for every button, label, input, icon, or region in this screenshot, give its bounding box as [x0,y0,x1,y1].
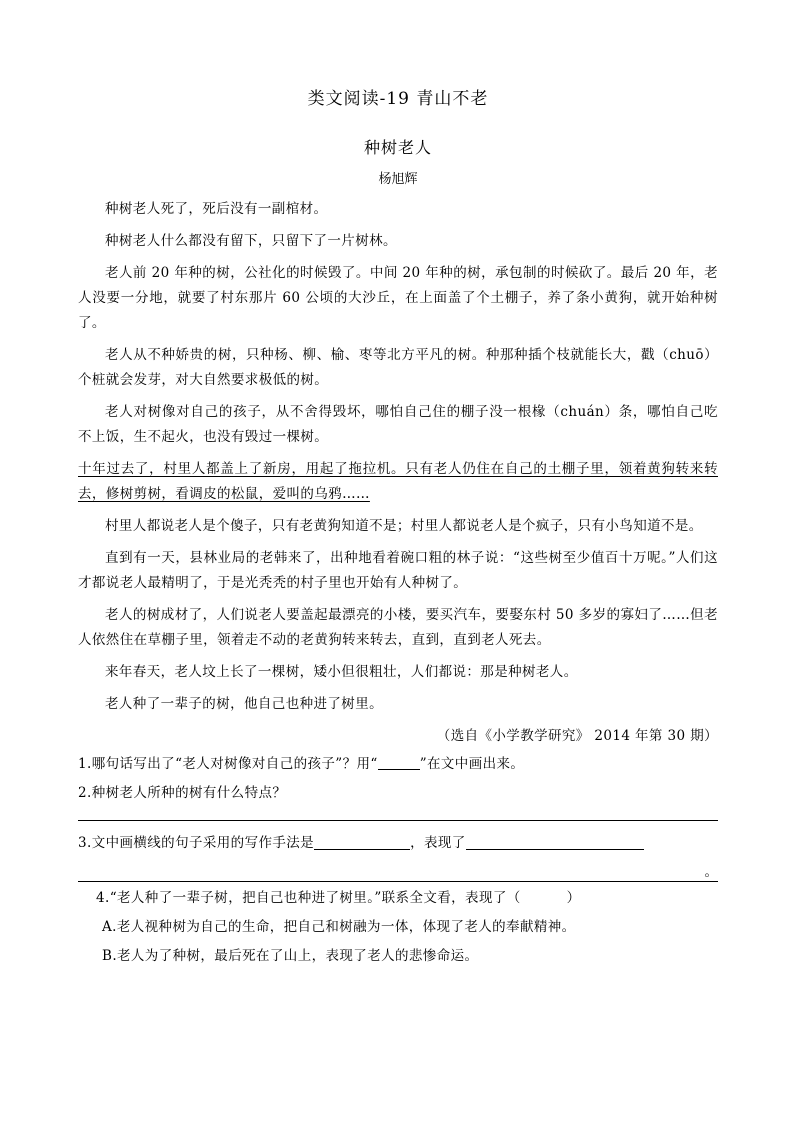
paragraph: 老人对树像对自己的孩子，从不舍得毁坏，哪怕自己住的棚子没一根椽（chuán）条，哪怕自己吃不上饭，生不起火，也没有毁过一棵树。 [78,404,718,445]
question-2-number: 2. [78,785,92,801]
source-citation: （选自《小学教学研究》 2014 年第 30 期） [436,728,718,744]
document-content [78,84,718,973]
article-author: 杨旭辉 [378,172,418,187]
paragraph: 来年春天，老人坟上长了一棵树，矮小但很粗壮，人们都说：那是种树老人。 [105,664,578,680]
question-3-blank-1[interactable] [314,849,410,850]
question-2 [78,781,718,806]
paragraph: 老人前 20 年种的树，公社化的时候毁了。中间 20 年种的树，承包制的时候砍了。最后 20 年，老人没要一分地，就要了村东那片 60 公顷的大沙丘，在上面盖了个土棚子，养了条小黄狗，就开始种树了。 [78,265,718,331]
paragraph: 种树老人什么都没有留下，只留下了一片树林。 [105,233,397,249]
question-3-text-middle: ，表现了 [410,835,466,851]
question-3 [78,831,718,856]
paragraph: 种树老人死了，死后没有一副棺材。 [105,201,328,217]
article-title: 种树老人 [363,138,432,157]
question-1-number: 1. [78,756,92,772]
question-3-text-before: 文中画横线的句子采用的写作手法是 [91,835,315,851]
question-4-option-b[interactable]: B.老人为了种树，最后死在了山上，表现了老人的悲惨命运。 [102,948,479,964]
paragraph: 老人种了一辈子的树，他自己也种进了树里。 [105,696,383,712]
question-1-text-before: 哪句话写出了“老人对树像对自己的孩子”？用“ [91,756,378,772]
question-3-blank-2[interactable] [466,849,644,850]
question-1-blank[interactable] [378,769,420,770]
paragraph: 村里人都说老人是个傻子，只有老黄狗知道不是；村里人都说老人是个疯子，只有小鸟知道不是。 [105,518,703,534]
question-2-text: 种树老人所种的树有什么特点？ [91,785,287,801]
paragraph: 老人从不种娇贵的树，只种杨、柳、榆、枣等北方平凡的树。种那种插个枝就能长大，戳（chuō）个桩就会发芽，对大自然要求极低的树。 [78,347,718,388]
question-1-text-after: ”在文中画出来。 [419,756,525,772]
question-3-tail: 。 [704,864,718,880]
answer-rule-1[interactable] [78,820,718,821]
question-4-option-a[interactable]: A.老人视种树为自己的生命，把自己和树融为一体，体现了老人的奉献精神。 [102,919,576,935]
question-4-number: 4. [96,890,110,906]
question-4 [78,886,718,911]
paragraph: 直到有一天，县林业局的老韩来了，出种地看着碗口粗的林子说：“这些树至少值百十万呢。”人们这才都说老人最精明了，于是光秃秃的村子里也开始有人种树了。 [78,550,718,591]
question-1 [78,752,718,777]
question-3-number: 3. [78,835,92,851]
paragraph-underlined: 十年过去了，村里人都盖上了新房，用起了拖拉机。只有老人仍住在自己的土棚子里，领着黄狗转来转去，修树剪树，看调皮的松鼠，爱叫的乌鸦…… [78,461,718,502]
paragraph: 老人的树成材了，人们说老人要盖起最漂亮的小楼，要买汽车，要娶东村 50 多岁的寡妇了……但老人依然住在草棚子里，领着走不动的老黄狗转来转去，直到，直到老人死去。 [78,607,718,648]
page-title: 类文阅读-19 青山不老 [307,89,489,109]
question-4-text-before: “老人种了一辈子树，把自己也种进了树里。”联系全文看，表现了（ [109,890,521,906]
question-4-text-after: ） [566,890,581,906]
answer-rule-2-line [78,881,718,882]
answer-rule-2[interactable] [78,860,718,886]
